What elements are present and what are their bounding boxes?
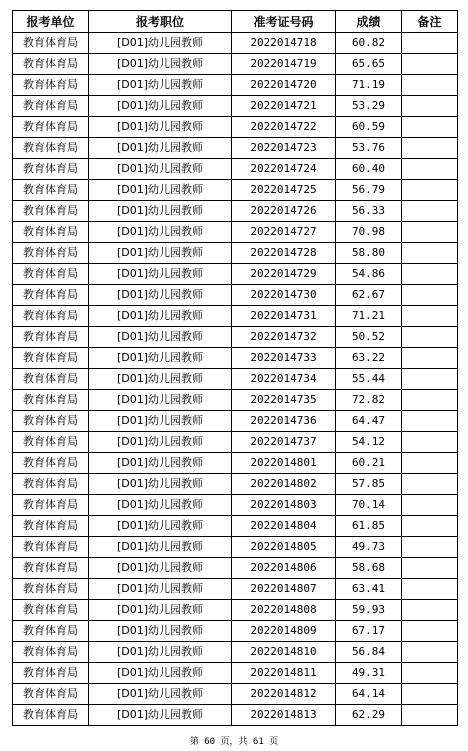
cell-remarks xyxy=(402,537,458,558)
table-row xyxy=(13,243,458,264)
cell-unit: 教育体育局 xyxy=(13,579,89,600)
cell-unit: 教育体育局 xyxy=(13,390,89,411)
table-row xyxy=(13,96,458,117)
cell-remarks xyxy=(402,54,458,75)
cell-score: 54.86 xyxy=(336,264,402,285)
cell-ticket-number: 2022014810 xyxy=(232,642,336,663)
cell-score: 55.44 xyxy=(336,369,402,390)
cell-post: [D01]幼儿园教师 xyxy=(89,159,232,180)
cell-ticket-number: 2022014730 xyxy=(232,285,336,306)
cell-unit: 教育体育局 xyxy=(13,705,89,726)
cell-remarks xyxy=(402,684,458,705)
cell-unit: 教育体育局 xyxy=(13,621,89,642)
cell-post: [D01]幼儿园教师 xyxy=(89,33,232,54)
cell-ticket-number: 2022014811 xyxy=(232,663,336,684)
cell-unit: 教育体育局 xyxy=(13,75,89,96)
cell-unit: 教育体育局 xyxy=(13,642,89,663)
cell-post: [D01]幼儿园教师 xyxy=(89,537,232,558)
cell-ticket-number: 2022014813 xyxy=(232,705,336,726)
cell-post: [D01]幼儿园教师 xyxy=(89,348,232,369)
cell-remarks xyxy=(402,306,458,327)
cell-score: 60.82 xyxy=(336,33,402,54)
table-row xyxy=(13,684,458,705)
cell-ticket-number: 2022014720 xyxy=(232,75,336,96)
cell-unit: 教育体育局 xyxy=(13,495,89,516)
cell-unit: 教育体育局 xyxy=(13,663,89,684)
cell-score: 56.79 xyxy=(336,180,402,201)
cell-ticket-number: 2022014724 xyxy=(232,159,336,180)
table-row xyxy=(13,264,458,285)
cell-unit: 教育体育局 xyxy=(13,306,89,327)
table-row xyxy=(13,411,458,432)
cell-score: 64.14 xyxy=(336,684,402,705)
cell-remarks xyxy=(402,558,458,579)
cell-unit: 教育体育局 xyxy=(13,411,89,432)
cell-ticket-number: 2022014719 xyxy=(232,54,336,75)
cell-unit: 教育体育局 xyxy=(13,201,89,222)
cell-post: [D01]幼儿园教师 xyxy=(89,495,232,516)
table-row xyxy=(13,600,458,621)
cell-score: 60.40 xyxy=(336,159,402,180)
table-row xyxy=(13,642,458,663)
cell-unit: 教育体育局 xyxy=(13,369,89,390)
cell-score: 60.21 xyxy=(336,453,402,474)
cell-score: 49.31 xyxy=(336,663,402,684)
table-row xyxy=(13,201,458,222)
table-row xyxy=(13,432,458,453)
cell-unit: 教育体育局 xyxy=(13,516,89,537)
cell-unit: 教育体育局 xyxy=(13,348,89,369)
cell-post: [D01]幼儿园教师 xyxy=(89,600,232,621)
cell-ticket-number: 2022014725 xyxy=(232,180,336,201)
cell-ticket-number: 2022014734 xyxy=(232,369,336,390)
cell-score: 59.93 xyxy=(336,600,402,621)
cell-post: [D01]幼儿园教师 xyxy=(89,96,232,117)
cell-ticket-number: 2022014728 xyxy=(232,243,336,264)
cell-ticket-number: 2022014802 xyxy=(232,474,336,495)
table-row xyxy=(13,222,458,243)
cell-ticket-number: 2022014812 xyxy=(232,684,336,705)
cell-ticket-number: 2022014735 xyxy=(232,390,336,411)
cell-unit: 教育体育局 xyxy=(13,33,89,54)
table-row xyxy=(13,117,458,138)
table-row xyxy=(13,285,458,306)
cell-post: [D01]幼儿园教师 xyxy=(89,306,232,327)
cell-ticket-number: 2022014731 xyxy=(232,306,336,327)
cell-post: [D01]幼儿园教师 xyxy=(89,201,232,222)
cell-unit: 教育体育局 xyxy=(13,180,89,201)
cell-post: [D01]幼儿园教师 xyxy=(89,54,232,75)
cell-remarks xyxy=(402,600,458,621)
table-row xyxy=(13,369,458,390)
table-row xyxy=(13,516,458,537)
cell-remarks xyxy=(402,264,458,285)
cell-post: [D01]幼儿园教师 xyxy=(89,621,232,642)
header-row xyxy=(13,11,458,33)
cell-score: 57.85 xyxy=(336,474,402,495)
cell-remarks xyxy=(402,285,458,306)
cell-score: 60.59 xyxy=(336,117,402,138)
cell-remarks xyxy=(402,348,458,369)
cell-score: 54.12 xyxy=(336,432,402,453)
cell-ticket-number: 2022014806 xyxy=(232,558,336,579)
table-row xyxy=(13,54,458,75)
cell-post: [D01]幼儿园教师 xyxy=(89,432,232,453)
table-row xyxy=(13,663,458,684)
cell-ticket-number: 2022014737 xyxy=(232,432,336,453)
cell-ticket-number: 2022014726 xyxy=(232,201,336,222)
cell-unit: 教育体育局 xyxy=(13,453,89,474)
cell-remarks xyxy=(402,453,458,474)
header-score: 成绩 xyxy=(336,11,402,33)
cell-post: [D01]幼儿园教师 xyxy=(89,411,232,432)
cell-unit: 教育体育局 xyxy=(13,117,89,138)
cell-ticket-number: 2022014808 xyxy=(232,600,336,621)
cell-post: [D01]幼儿园教师 xyxy=(89,117,232,138)
header-ticket-number: 准考证号码 xyxy=(232,11,336,33)
cell-post: [D01]幼儿园教师 xyxy=(89,579,232,600)
page-footer: 第 60 页，共 61 页 xyxy=(189,737,279,747)
cell-post: [D01]幼儿园教师 xyxy=(89,642,232,663)
cell-ticket-number: 2022014727 xyxy=(232,222,336,243)
header-remarks: 备注 xyxy=(402,11,458,33)
table-row xyxy=(13,327,458,348)
cell-post: [D01]幼儿园教师 xyxy=(89,474,232,495)
cell-score: 67.17 xyxy=(336,621,402,642)
table-row xyxy=(13,390,458,411)
cell-score: 63.22 xyxy=(336,348,402,369)
cell-score: 61.85 xyxy=(336,516,402,537)
cell-ticket-number: 2022014729 xyxy=(232,264,336,285)
cell-remarks xyxy=(402,222,458,243)
cell-post: [D01]幼儿园教师 xyxy=(89,369,232,390)
cell-unit: 教育体育局 xyxy=(13,54,89,75)
cell-post: [D01]幼儿园教师 xyxy=(89,264,232,285)
cell-score: 53.76 xyxy=(336,138,402,159)
cell-unit: 教育体育局 xyxy=(13,684,89,705)
cell-score: 65.65 xyxy=(336,54,402,75)
cell-score: 58.80 xyxy=(336,243,402,264)
cell-score: 72.82 xyxy=(336,390,402,411)
cell-unit: 教育体育局 xyxy=(13,159,89,180)
score-sheet xyxy=(12,10,457,726)
cell-remarks xyxy=(402,159,458,180)
cell-remarks xyxy=(402,642,458,663)
cell-ticket-number: 2022014804 xyxy=(232,516,336,537)
cell-score: 53.29 xyxy=(336,96,402,117)
cell-ticket-number: 2022014807 xyxy=(232,579,336,600)
cell-unit: 教育体育局 xyxy=(13,243,89,264)
cell-post: [D01]幼儿园教师 xyxy=(89,558,232,579)
cell-unit: 教育体育局 xyxy=(13,537,89,558)
cell-remarks xyxy=(402,516,458,537)
cell-unit: 教育体育局 xyxy=(13,600,89,621)
table-row xyxy=(13,348,458,369)
table-body xyxy=(13,33,458,726)
cell-ticket-number: 2022014732 xyxy=(232,327,336,348)
cell-ticket-number: 2022014721 xyxy=(232,96,336,117)
cell-post: [D01]幼儿园教师 xyxy=(89,327,232,348)
cell-remarks xyxy=(402,96,458,117)
cell-remarks xyxy=(402,201,458,222)
cell-ticket-number: 2022014736 xyxy=(232,411,336,432)
cell-unit: 教育体育局 xyxy=(13,558,89,579)
cell-score: 58.68 xyxy=(336,558,402,579)
cell-post: [D01]幼儿园教师 xyxy=(89,705,232,726)
cell-remarks xyxy=(402,369,458,390)
table-row xyxy=(13,705,458,726)
table-row xyxy=(13,474,458,495)
table-header xyxy=(13,11,458,33)
cell-score: 63.41 xyxy=(336,579,402,600)
cell-remarks xyxy=(402,579,458,600)
cell-remarks xyxy=(402,243,458,264)
table-row xyxy=(13,159,458,180)
table-row xyxy=(13,558,458,579)
cell-remarks xyxy=(402,495,458,516)
cell-post: [D01]幼儿园教师 xyxy=(89,663,232,684)
cell-ticket-number: 2022014733 xyxy=(232,348,336,369)
cell-score: 70.98 xyxy=(336,222,402,243)
cell-remarks xyxy=(402,390,458,411)
cell-unit: 教育体育局 xyxy=(13,138,89,159)
cell-remarks xyxy=(402,663,458,684)
cell-score: 62.67 xyxy=(336,285,402,306)
table-row xyxy=(13,180,458,201)
cell-post: [D01]幼儿园教师 xyxy=(89,453,232,474)
cell-post: [D01]幼儿园教师 xyxy=(89,75,232,96)
cell-score: 50.52 xyxy=(336,327,402,348)
cell-post: [D01]幼儿园教师 xyxy=(89,390,232,411)
cell-ticket-number: 2022014718 xyxy=(232,33,336,54)
cell-ticket-number: 2022014805 xyxy=(232,537,336,558)
cell-remarks xyxy=(402,138,458,159)
cell-ticket-number: 2022014801 xyxy=(232,453,336,474)
cell-score: 71.21 xyxy=(336,306,402,327)
cell-remarks xyxy=(402,33,458,54)
table-row xyxy=(13,495,458,516)
cell-remarks xyxy=(402,75,458,96)
table-row xyxy=(13,75,458,96)
cell-ticket-number: 2022014722 xyxy=(232,117,336,138)
cell-post: [D01]幼儿园教师 xyxy=(89,285,232,306)
cell-remarks xyxy=(402,411,458,432)
table-row xyxy=(13,138,458,159)
cell-ticket-number: 2022014723 xyxy=(232,138,336,159)
cell-unit: 教育体育局 xyxy=(13,264,89,285)
table-row xyxy=(13,537,458,558)
header-unit: 报考单位 xyxy=(13,11,89,33)
cell-unit: 教育体育局 xyxy=(13,474,89,495)
cell-score: 70.14 xyxy=(336,495,402,516)
cell-score: 62.29 xyxy=(336,705,402,726)
table-row xyxy=(13,306,458,327)
cell-unit: 教育体育局 xyxy=(13,285,89,306)
cell-post: [D01]幼儿园教师 xyxy=(89,138,232,159)
cell-score: 64.47 xyxy=(336,411,402,432)
cell-post: [D01]幼儿园教师 xyxy=(89,684,232,705)
table-row xyxy=(13,579,458,600)
cell-post: [D01]幼儿园教师 xyxy=(89,516,232,537)
cell-remarks xyxy=(402,705,458,726)
cell-score: 56.84 xyxy=(336,642,402,663)
cell-ticket-number: 2022014803 xyxy=(232,495,336,516)
table-row xyxy=(13,453,458,474)
cell-remarks xyxy=(402,621,458,642)
cell-score: 49.73 xyxy=(336,537,402,558)
header-post: 报考职位 xyxy=(89,11,232,33)
cell-unit: 教育体育局 xyxy=(13,96,89,117)
cell-unit: 教育体育局 xyxy=(13,327,89,348)
cell-remarks xyxy=(402,474,458,495)
table-row xyxy=(13,621,458,642)
cell-remarks xyxy=(402,117,458,138)
cell-post: [D01]幼儿园教师 xyxy=(89,222,232,243)
cell-post: [D01]幼儿园教师 xyxy=(89,243,232,264)
table-row xyxy=(13,33,458,54)
cell-post: [D01]幼儿园教师 xyxy=(89,180,232,201)
cell-remarks xyxy=(402,327,458,348)
cell-ticket-number: 2022014809 xyxy=(232,621,336,642)
cell-remarks xyxy=(402,180,458,201)
cell-score: 71.19 xyxy=(336,75,402,96)
cell-remarks xyxy=(402,432,458,453)
cell-unit: 教育体育局 xyxy=(13,432,89,453)
cell-unit: 教育体育局 xyxy=(13,222,89,243)
score-table xyxy=(12,10,458,726)
cell-score: 56.33 xyxy=(336,201,402,222)
